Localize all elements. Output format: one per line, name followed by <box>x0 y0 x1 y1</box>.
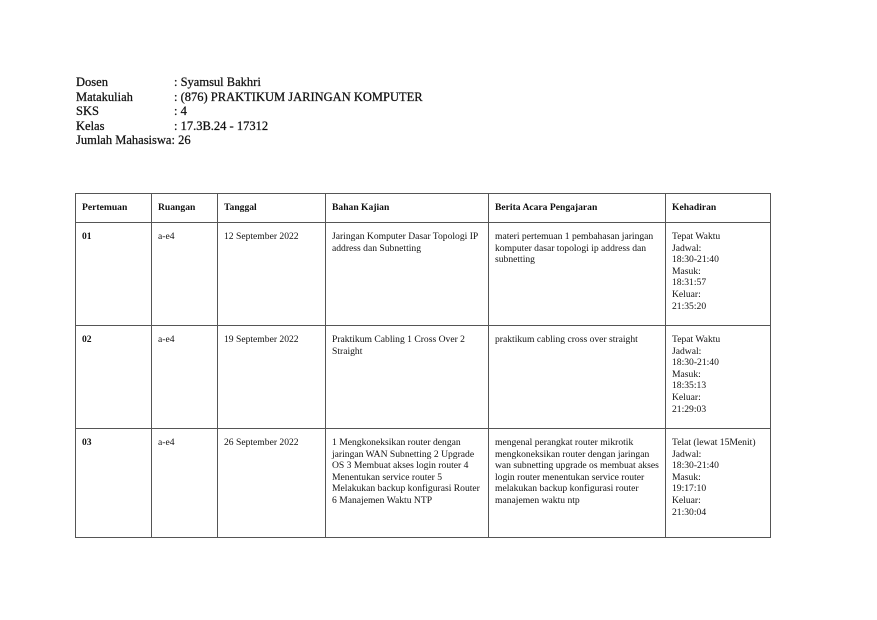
cell-tanggal: 26 September 2022 <box>218 429 326 538</box>
cell-bahan: Jaringan Komputer Dasar Topologi IP address dan Subnetting <box>326 223 489 326</box>
header-tanggal: Tanggal <box>218 194 326 223</box>
course-info <box>76 75 423 148</box>
cell-kehadiran <box>666 429 771 538</box>
header-ruangan: Ruangan <box>152 194 218 223</box>
kelas-value: : 17.3B.24 - 17312 <box>174 118 269 133</box>
header-berita-acara: Berita Acara Pengajaran <box>489 194 666 223</box>
jadwal-label: Jadwal: <box>672 345 702 357</box>
dosen-label: Dosen <box>76 75 108 89</box>
cell-ruangan: a-e4 <box>152 223 218 326</box>
cell-berita: materi pertemuan 1 pembahasan jaringan komputer dasar topologi ip address dan subnetting <box>489 223 666 326</box>
cell-kehadiran <box>666 223 771 326</box>
cell-ruangan: a-e4 <box>152 326 218 429</box>
cell-bahan: Praktikum Cabling 1 Cross Over 2 Straight <box>326 326 489 429</box>
cell-berita: mengenal perangkat router mikrotik mengkoneksikan router dengan jaringan wan subnetting upgrade os membuat akses login router menentukan service router melakukan backup konfigurasi router manajemen waktu ntp <box>489 429 666 538</box>
dosen-value: : Syamsul Bakhri <box>174 75 261 89</box>
cell-tanggal: 12 September 2022 <box>218 223 326 326</box>
cell-pertemuan: 01 <box>76 223 152 326</box>
table-row <box>76 223 771 326</box>
cell-berita: praktikum cabling cross over straight <box>489 326 666 429</box>
header-kehadiran: Kehadiran <box>666 194 771 223</box>
jumlah-value: : 26 <box>171 133 191 147</box>
cell-tanggal: 19 September 2022 <box>218 326 326 429</box>
sks-label: SKS <box>76 104 99 118</box>
jadwal-value: 18:30-21:40 <box>672 254 719 266</box>
header-pertemuan: Pertemuan <box>76 194 152 223</box>
jadwal-label: Jadwal: <box>672 448 702 460</box>
keluar-value: 21:29:03 <box>672 403 707 415</box>
sks-row <box>76 104 423 119</box>
dosen-row <box>76 75 423 90</box>
matakuliah-label: Matakuliah <box>76 89 133 104</box>
cell-bahan: 1 Mengkoneksikan router dengan jaringan WAN Subnetting 2 Upgrade OS 3 Membuat akses login router 4 Menentukan service router 5 Melakukan backup konfigurasi Router 6 Manajemen Waktu NTP <box>326 429 489 538</box>
cell-ruangan: a-e4 <box>152 429 218 538</box>
table-header-row <box>76 194 771 223</box>
masuk-value: 18:35:13 <box>672 380 707 392</box>
table-row <box>76 326 771 429</box>
keluar-label: Keluar: <box>672 288 701 300</box>
kelas-row <box>76 119 423 134</box>
cell-pertemuan: 03 <box>76 429 152 538</box>
table-row <box>76 429 771 538</box>
jumlah-label: Jumlah Mahasiswa <box>76 133 172 147</box>
kehadiran-status: Tepat Waktu <box>672 231 721 242</box>
keluar-label: Keluar: <box>672 391 701 403</box>
attendance-table <box>75 193 771 538</box>
matakuliah-value: : (876) PRAKTIKUM JARINGAN KOMPUTER <box>174 89 423 104</box>
kelas-label: Kelas <box>76 118 105 133</box>
masuk-value: 19:17:10 <box>672 483 707 495</box>
jadwal-value: 18:30-21:40 <box>672 460 719 472</box>
header-bahan-kajian: Bahan Kajian <box>326 194 489 223</box>
cell-pertemuan: 02 <box>76 326 152 429</box>
keluar-value: 21:30:04 <box>672 506 707 518</box>
masuk-value: 18:31:57 <box>672 277 707 289</box>
masuk-label: Masuk: <box>672 368 701 380</box>
cell-kehadiran <box>666 326 771 429</box>
matakuliah-row <box>76 90 423 105</box>
kehadiran-status: Tepat Waktu <box>672 334 721 345</box>
jumlah-row <box>76 133 423 148</box>
keluar-label: Keluar: <box>672 494 701 506</box>
kehadiran-status: Telat (lewat 15Menit) <box>672 437 756 448</box>
sks-value: : 4 <box>174 104 187 118</box>
jadwal-value: 18:30-21:40 <box>672 357 719 369</box>
keluar-value: 21:35:20 <box>672 300 707 312</box>
masuk-label: Masuk: <box>672 265 701 277</box>
jadwal-label: Jadwal: <box>672 242 702 254</box>
masuk-label: Masuk: <box>672 471 701 483</box>
